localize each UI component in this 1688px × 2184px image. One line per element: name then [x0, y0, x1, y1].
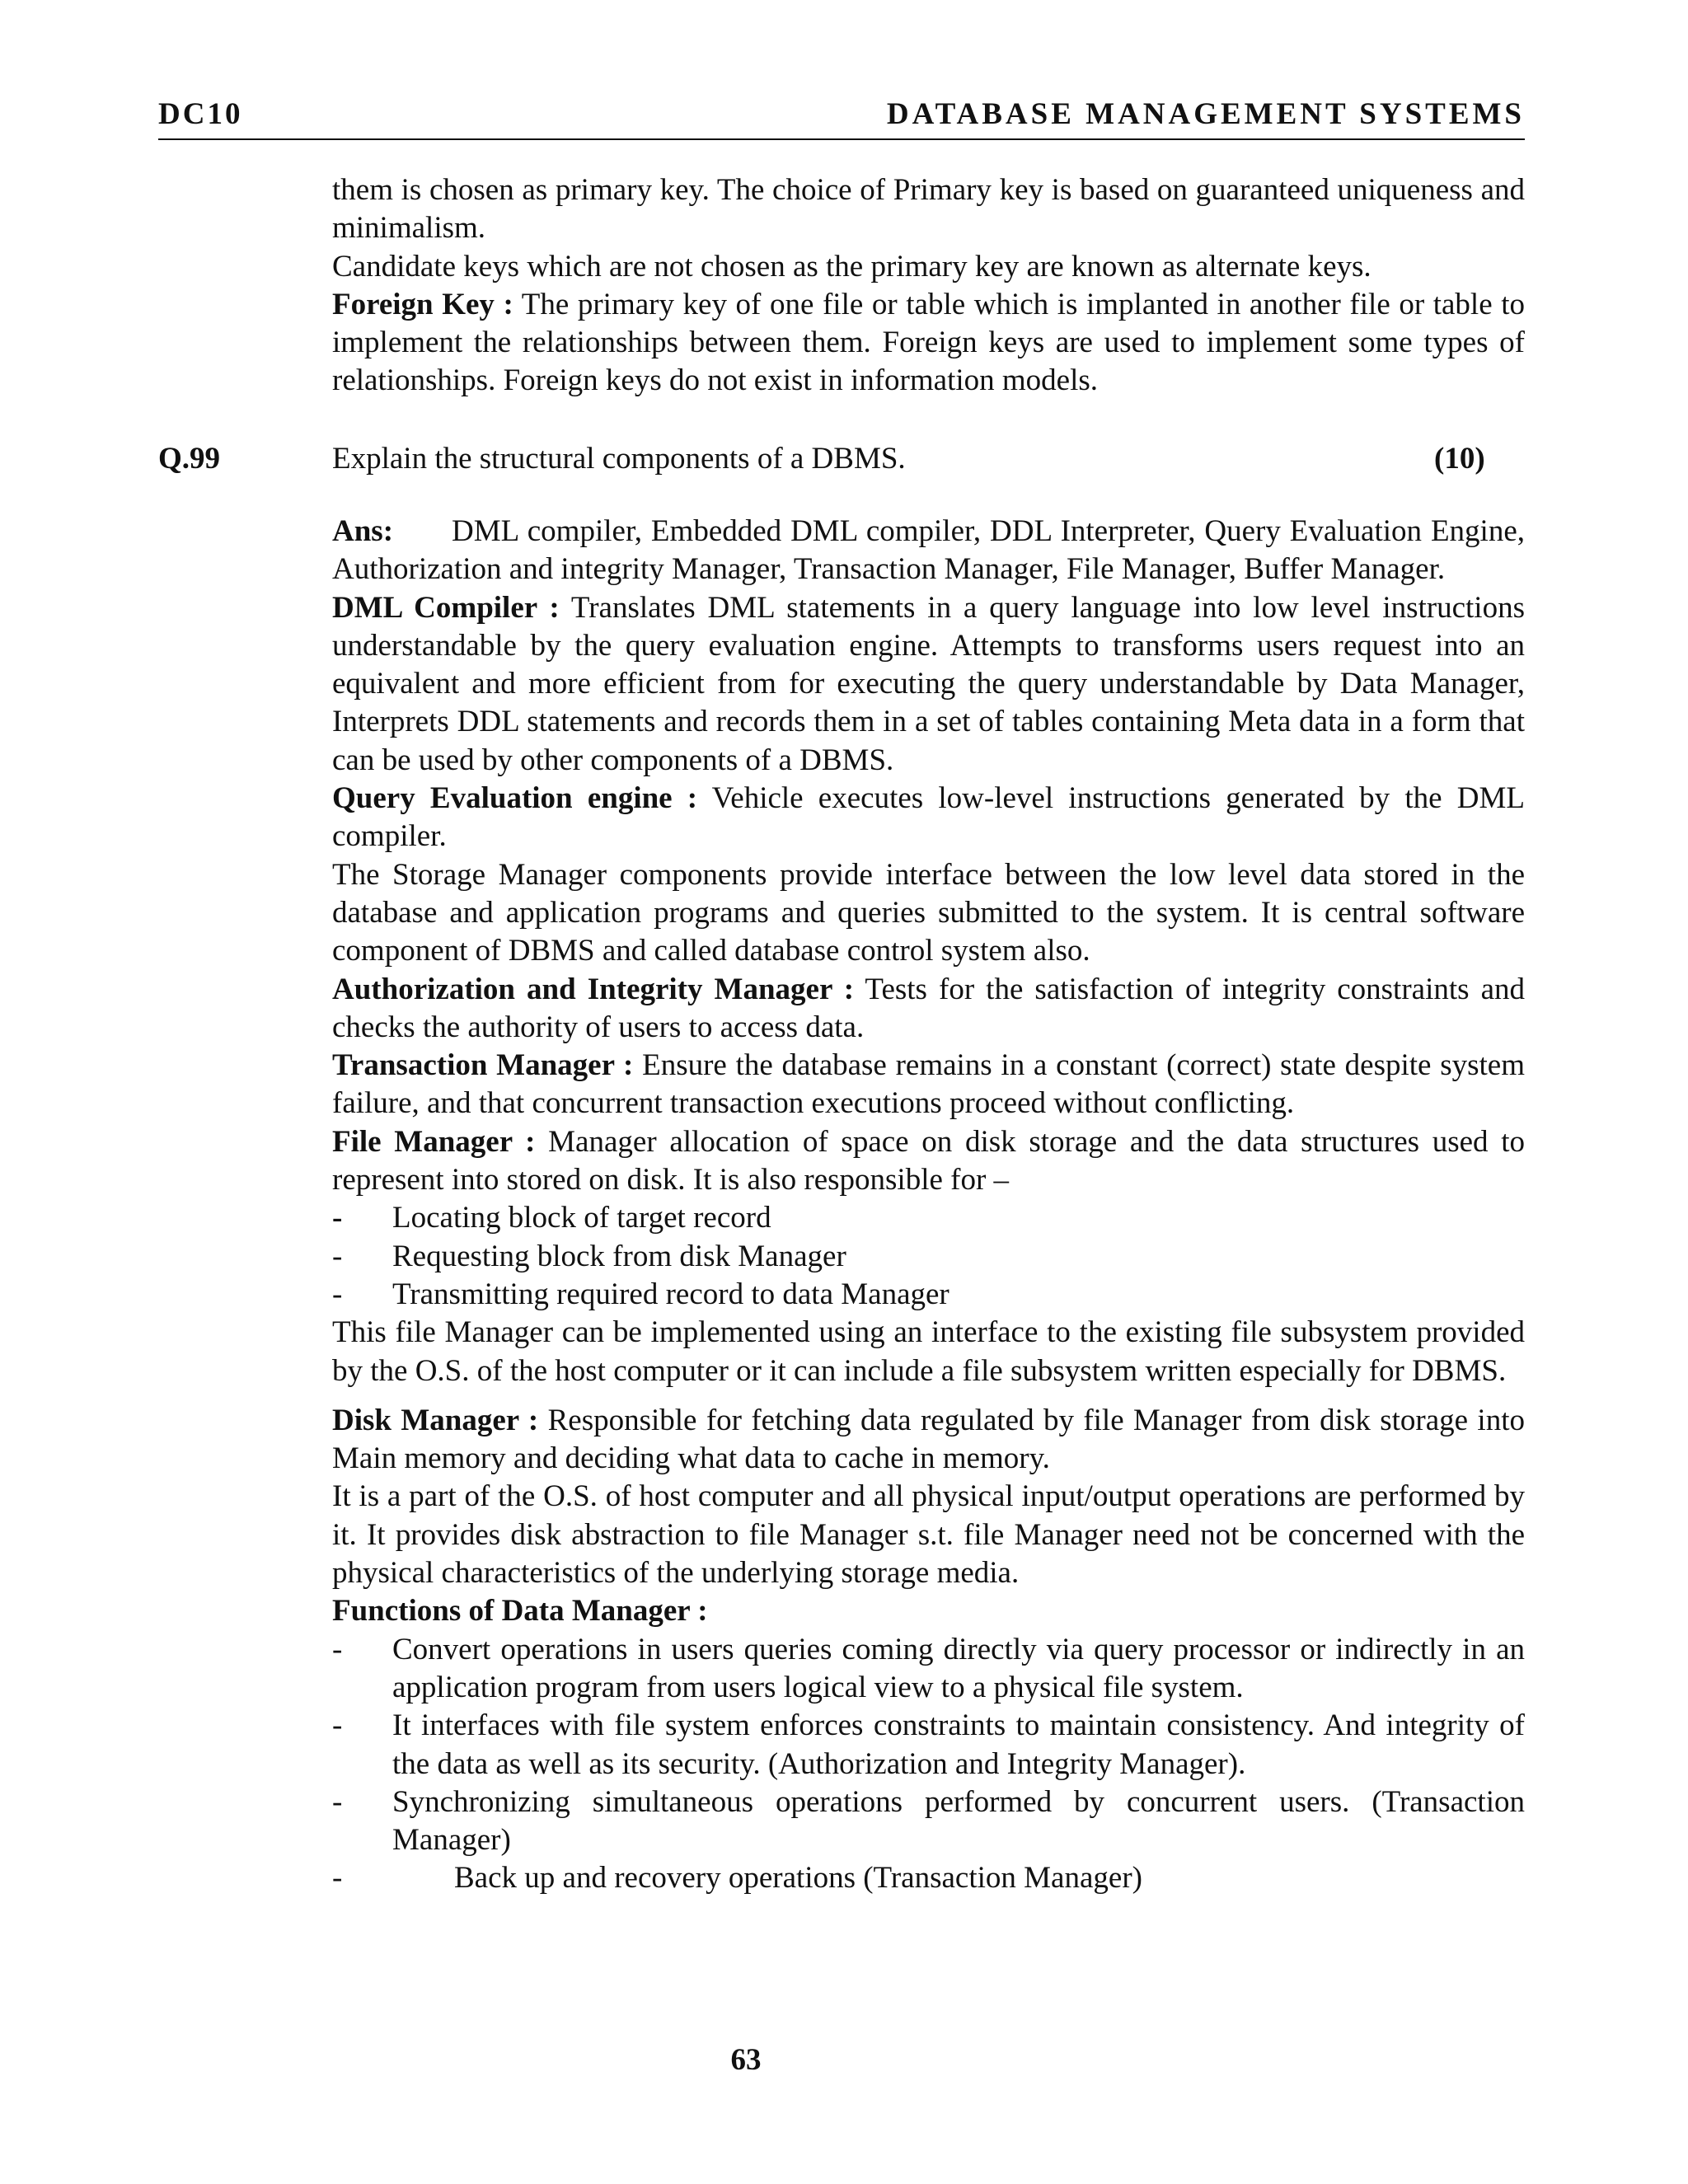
header-subject-title: DATABASE MANAGEMENT SYSTEMS	[886, 97, 1525, 131]
list-item-text: Requesting block from disk Manager	[392, 1239, 846, 1273]
file-manager-paragraph	[332, 1123, 1525, 1200]
list-item	[332, 1859, 1525, 1897]
list-dash: -	[332, 1784, 343, 1819]
query-evaluation-text: Vehicle executes low-level instructions generated by the DML compiler.	[332, 781, 1525, 854]
list-item	[332, 1631, 1525, 1708]
answer-section	[332, 513, 1525, 1898]
alternate-keys-paragraph: Candidate keys which are not chosen as the primary key are known as alternate keys.	[332, 249, 1372, 284]
page-number: 63	[730, 2043, 762, 2077]
primary-key-paragraph: them is chosen as primary key. The choice of Primary key is based on guaranteed uniqueness and minimalism.	[332, 173, 1525, 246]
question-marks: (10)	[1434, 442, 1485, 476]
authorization-paragraph	[332, 971, 1525, 1047]
list-item-text: Back up and recovery operations (Transaction Manager)	[454, 1861, 1142, 1896]
list-item-text: It interfaces with file system enforces constraints to maintain consistency. And integrity of the data as well as its security. (Authorization and Integrity Manager).	[392, 1708, 1525, 1781]
list-dash: -	[332, 1708, 343, 1743]
list-dash: -	[332, 1239, 343, 1273]
query-evaluation-paragraph	[332, 780, 1525, 856]
list-item-text: Convert operations in users queries coming directly via query processor or indirectly in an application program from users logical view to a physical file system.	[392, 1632, 1525, 1704]
query-evaluation-label: Query Evaluation engine :	[332, 781, 698, 816]
paragraph-spacer	[332, 1390, 1525, 1402]
list-item	[332, 1238, 1525, 1276]
list-item-text: Synchronizing simultaneous operations performed by concurrent users. (Transaction Manager)	[392, 1784, 1525, 1858]
authorization-label: Authorization and Integrity Manager :	[332, 972, 855, 1006]
list-item	[332, 1199, 1525, 1237]
disk-manager-label: Disk Manager :	[332, 1403, 539, 1437]
foreign-key-text: The primary key of one file or table which is implanted in another file or table to implement the relationships between them. Foreign keys are used to implement some types of relationships. Foreign keys do not exist in information models.	[332, 287, 1525, 398]
transaction-manager-paragraph	[332, 1047, 1525, 1123]
functions-heading: Functions of Data Manager :	[332, 1594, 708, 1629]
file-manager-text: Manager allocation of space on disk storage and the data structures used to represent into stored on disk. It is also responsible for –	[332, 1124, 1525, 1197]
question-text: Explain the structural components of a DBMS.	[332, 442, 906, 476]
answer-intro-text: DML compiler, Embedded DML compiler, DDL Interpreter, Query Evaluation Engine, Authorization and integrity Manager, Transaction Manager, File Manager, Buffer Manager.	[332, 514, 1525, 587]
answer-intro-paragraph	[332, 513, 1525, 589]
dml-compiler-paragraph	[332, 589, 1525, 780]
disk-manager-text: Responsible for fetching data regulated by file Manager from disk storage into Main memory and deciding what data to cache in memory.	[332, 1403, 1525, 1476]
file-manager-label: File Manager :	[332, 1124, 536, 1159]
transaction-manager-label: Transaction Manager :	[332, 1048, 634, 1083]
transaction-manager-text: Ensure the database remains in a constant (correct) state despite system failure, and that concurrent transaction executions proceed without conflicting.	[332, 1048, 1525, 1121]
list-dash: -	[332, 1861, 343, 1896]
dml-compiler-text: Translates DML statements in a query language into low level instructions understandable by the query evaluation engine. Attempts to transforms users request into an equivalent and more efficient from for executing the query understandable by Data Manager, Interprets DDL statements and records them in a set of tables containing Meta data in a form that can be used by other components of a DBMS.	[332, 590, 1525, 777]
list-item	[332, 1707, 1525, 1783]
disk-manager-os-paragraph: It is a part of the O.S. of host computer and all physical input/output operations are performed by it. It provides disk abstraction to file Manager s.t. file Manager need not be concerned with the physical characteristics of the underlying storage media.	[332, 1479, 1525, 1591]
authorization-text: Tests for the satisfaction of integrity constraints and checks the authority of users to access data.	[332, 972, 1525, 1044]
foreign-key-label: Foreign Key :	[332, 287, 513, 321]
answer-label: Ans:	[332, 514, 394, 548]
page-header	[158, 97, 1525, 140]
list-dash: -	[332, 1632, 343, 1666]
question-number: Q.99	[158, 442, 221, 476]
dml-compiler-label: DML Compiler :	[332, 590, 560, 625]
intro-section	[332, 171, 1525, 401]
file-manager-implementation-paragraph: This file Manager can be implemented using an interface to the existing file subsystem provided by the O.S. of the host computer or it can include a file subsystem written especially for DBMS.	[332, 1315, 1525, 1388]
list-item-text: Locating block of target record	[392, 1201, 771, 1235]
list-item	[332, 1783, 1525, 1860]
header-course-code: DC10	[158, 97, 243, 131]
disk-manager-paragraph	[332, 1402, 1525, 1479]
storage-manager-paragraph: The Storage Manager components provide interface between the low level data stored in the database and application programs and queries submitted to the system. It is central software component of DBMS and called database control system also.	[332, 857, 1525, 968]
list-dash: -	[332, 1201, 343, 1235]
list-item	[332, 1276, 1525, 1314]
foreign-key-paragraph	[332, 286, 1525, 401]
list-item-text: Transmitting required record to data Manager	[392, 1277, 950, 1311]
list-dash: -	[332, 1277, 343, 1311]
